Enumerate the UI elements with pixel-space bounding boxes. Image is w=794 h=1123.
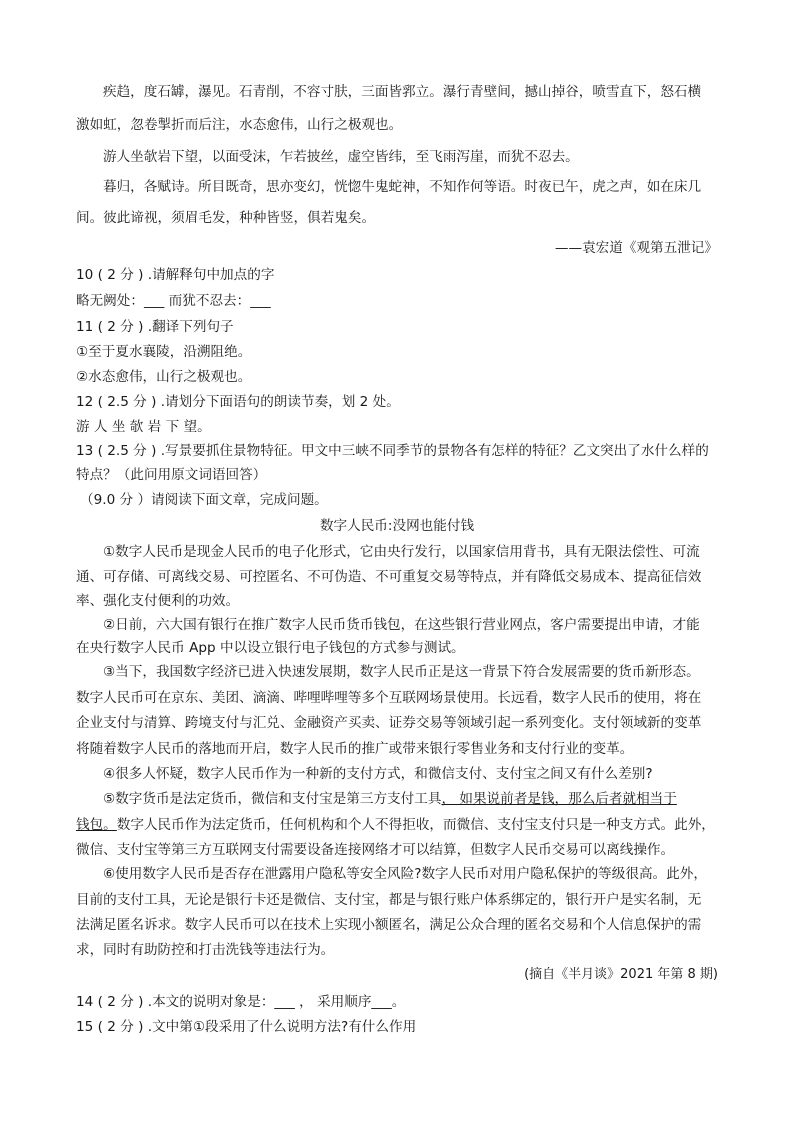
paragraph-5-text: ⑤数字货币是法定货币，微信和支付宝是第三方支付工具 bbox=[103, 791, 442, 807]
passage-paragraph-2: 游人坐欹岩下望，以面受沫，乍若披丝，虚空皆纬，至飞雨泻崖，而犹不忍去。 bbox=[103, 149, 579, 165]
question-13: 13 ( 2.5 分 ) .写景要抓住景物特征。甲文中三峡不同季节的景物各有怎样的特征？乙文突出了水什么样的 bbox=[76, 443, 709, 459]
question-12-text: 游 人 坐 欹 岩 下 望。 bbox=[76, 419, 211, 435]
article-paragraph-5 bbox=[103, 789, 718, 809]
article-paragraph-3-cont3: 将随着数字人民币的落地而开启，数字人民币的推广或带来银行零售业务和支付行业的变革。 bbox=[76, 741, 634, 757]
passage-paragraph-1: 疾趋，度石罅，瀑见。石青削，不容寸肤，三面皆郛立。瀑行青壁间，撼山掉谷，喷雪直下，怒石横 bbox=[103, 84, 702, 100]
passage-paragraph-3-cont: 间。彼此谛视，须眉毛发，种种皆竖，俱若鬼矣。 bbox=[76, 210, 376, 226]
question-11: 11 ( 2 分 ) .翻译下列句子 bbox=[76, 319, 234, 335]
article-paragraph-3: ③当下，我国数字经济已进入快速发展期，数字人民币正是这一背景下符合发展需要的货币新形态。 bbox=[103, 664, 700, 680]
paragraph-5-underlined: ， 如果说前者是钱，那么后者就相当于 bbox=[441, 791, 677, 807]
article-paragraph-5-cont bbox=[76, 815, 718, 835]
article-paragraph-4: ④很多人怀疑，数字人民币作为一种新的支付方式，和微信支付、支付宝之间又有什么差别? bbox=[103, 766, 653, 782]
passage-paragraph-3: 暮归，各赋诗。所目既奇，思亦变幻，恍惚牛鬼蛇神，不知作何等语。时夜已午，虎之声，如在床几 bbox=[103, 179, 702, 195]
paragraph-5-text-cont: 数字人民币作为法定货币，任何机构和个人不得拒收，而微信、支付宝支付只是一种支方式。此外， bbox=[116, 817, 715, 833]
article-paragraph-6-cont3: 求，同时有助防控和打击洗钱等违法行为。 bbox=[76, 942, 335, 958]
article-paragraph-2: ②日前，六大国有银行在推广数字人民币货币钱包，在这些银行营业网点，客户需要提出申请，才能 bbox=[103, 617, 700, 633]
question-10-blanks: 略无阙处：___ 而犹不忍去：___ bbox=[76, 293, 271, 309]
passage-source: ——袁宏道《观第五泄记》 bbox=[554, 240, 718, 256]
passage-paragraph-1-cont: 激如虹，忽卷掣折而后注，水态愈伟，山行之极观也。 bbox=[76, 117, 403, 133]
article-title: 数字人民币:没网也能付钱 bbox=[319, 518, 475, 534]
article-paragraph-3-cont: 数字人民币可在京东、美团、滴滴、哔哩哔哩等多个互联网场景使用。长远看，数字人民币的使用，将在 bbox=[76, 690, 702, 706]
question-14: 14 ( 2 分 ) .本文的说明对象是：___ ， 采用顺序___。 bbox=[76, 994, 406, 1010]
question-11-item-a: ①至于夏水襄陵，沿溯阻绝。 bbox=[76, 344, 252, 360]
article-paragraph-3-cont2: 企业支付与清算、跨境支付与汇兑、金融资产买卖、证券交易等领域引起一系列变化。支付领域新的变革 bbox=[76, 715, 702, 731]
paragraph-5-underlined-end: 钱包。 bbox=[76, 817, 117, 833]
article-paragraph-5-cont2: 微信、支付宝等第三方互联网支付需要设备连接网络才可以结算，但数字人民币交易可以离线操作。 bbox=[76, 842, 675, 858]
question-11-item-b: ②水态愈伟，山行之极观也。 bbox=[76, 369, 252, 385]
article-paragraph-1-cont2: 率、强化支付便利的功效。 bbox=[76, 593, 240, 609]
question-10: 10 ( 2 分 ) .请解释句中加点的字 bbox=[76, 267, 275, 283]
question-13-cont: 特点？（此问用原文词语回答） bbox=[76, 467, 267, 483]
article-paragraph-6-cont2: 法满足匿名诉求。数字人民币可以在技术上实现小额匿名，满足公众合理的匿名交易和个人信息保护的需 bbox=[76, 917, 702, 933]
section-instruction: （9.0 分 ）请阅读下面文章，完成问题。 bbox=[80, 492, 328, 508]
article-paragraph-1: ①数字人民币是现金人民币的电子化形式，它由央行发行，以国家信用背书，具有无限法偿性、可流 bbox=[103, 544, 700, 560]
article-paragraph-2-cont: 在央行数字人民币 App 中以设立银行电子钱包的方式参与测试。 bbox=[76, 640, 465, 656]
question-15: 15 ( 2 分 ) .文中第①段采用了什么说明方法?有什么作用 bbox=[76, 1019, 417, 1035]
question-12: 12 ( 2.5 分 ) .请划分下面语句的朗读节奏，划 2 处。 bbox=[76, 394, 400, 410]
article-source: (摘自《半月谈》2021 年第 8 期) bbox=[524, 967, 718, 982]
article-paragraph-6: ⑥使用数字人民币是否存在泄露用户隐私等安全风险?数字人民币对用户隐私保护的等级很高。此外， bbox=[103, 866, 707, 882]
article-paragraph-6-cont: 目前的支付工具，无论是银行卡还是微信、支付宝，都是与银行账户体系绑定的，银行开户是实名制，无 bbox=[76, 892, 702, 908]
article-paragraph-1-cont: 通、可存储、可离线交易、可控匿名、不可伪造、不可重复交易等特点，并有降低交易成本、提高征信效 bbox=[76, 569, 702, 585]
